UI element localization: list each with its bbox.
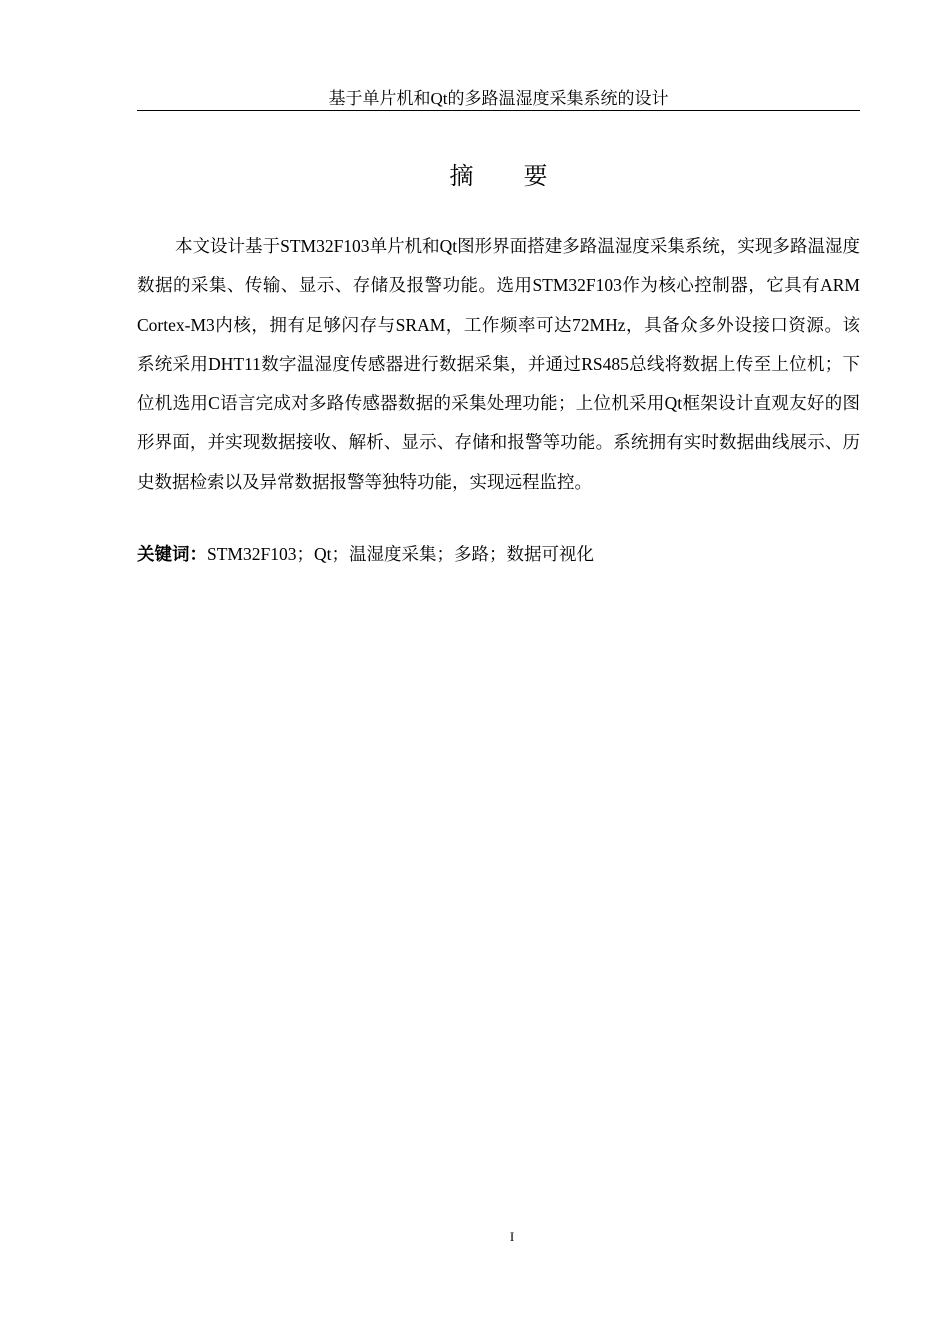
header-divider bbox=[137, 110, 860, 111]
keywords-label: 关键词： bbox=[137, 544, 207, 564]
keywords-line bbox=[137, 537, 860, 571]
running-header: 基于单片机和Qt的多路温湿度采集系统的设计 bbox=[328, 89, 669, 108]
keywords-value: STM32F103；Qt；温湿度采集；多路；数据可视化 bbox=[207, 544, 594, 564]
page-number: I bbox=[509, 1229, 515, 1244]
abstract-paragraph: 本文设计基于STM32F103单片机和Qt图形界面搭建多路温湿度采集系统，实现多路温湿度数据的采集、传输、显示、存储及报警功能。选用STM32F103作为核心控制器，它具有ARM Cortex-M3内核，拥有足够闪存与SRAM，工作频率可达72MHz，具备众多外设接口资源。该系统采用DHT11数字温湿度传感器进行数据采集，并通过RS485总线将数据上传至上位机；下位机选用C语言完成对多路传感器数据的采集处理功能；上位机采用Qt框架设计直观友好的图形界面，并实现数据接收、解析、显示、存储和报警等功能。系统拥有实时数据曲线展示、历史数据检索以及异常数据报警等独特功能，实现远程监控。 bbox=[137, 236, 860, 492]
abstract-heading: 摘 要 bbox=[449, 164, 570, 190]
